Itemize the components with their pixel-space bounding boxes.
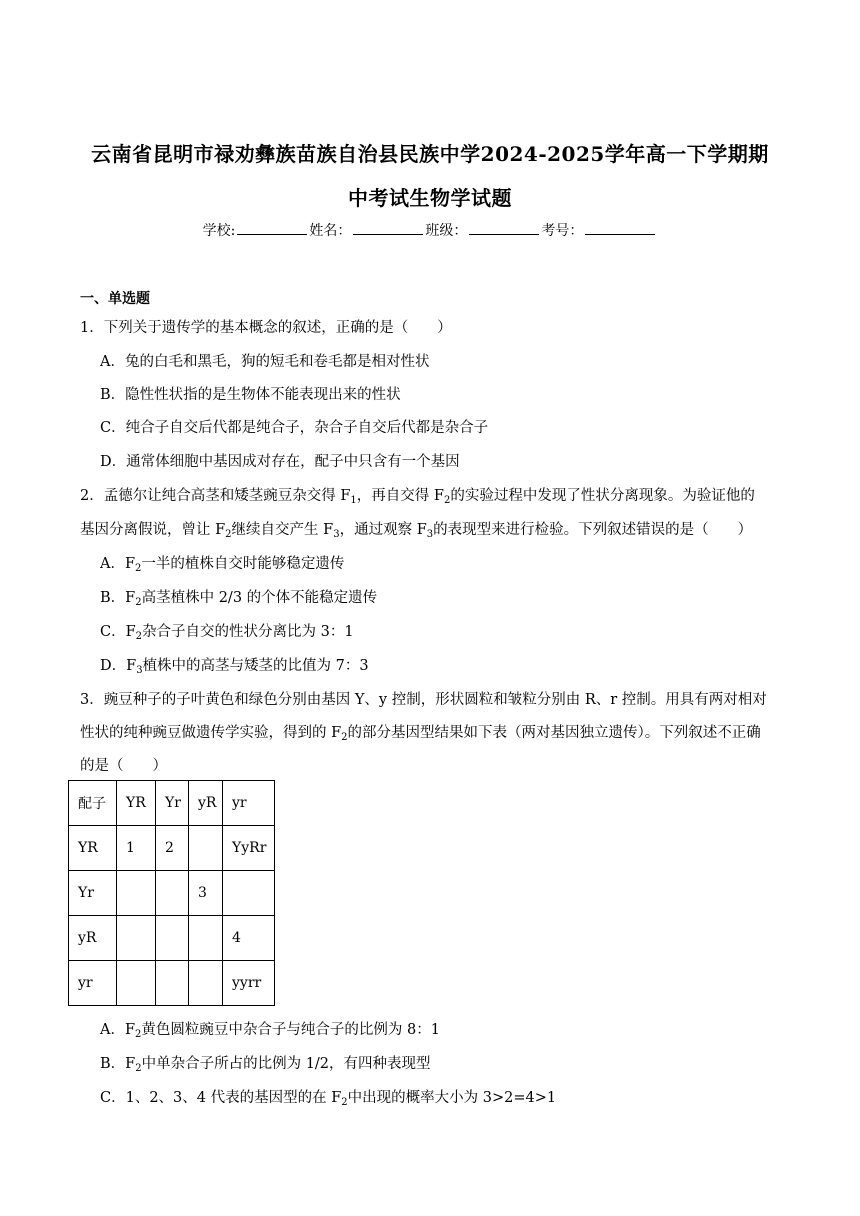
table-cell — [189, 961, 223, 1006]
table-cell — [117, 916, 156, 961]
table-cell — [156, 916, 189, 961]
table-cell — [156, 961, 189, 1006]
table-cell: 1 — [117, 826, 156, 871]
school-label: 学校: — [202, 223, 236, 239]
table-cell: Yr — [156, 781, 189, 826]
class-blank — [469, 220, 539, 235]
q1-option-c: C．纯合子自交后代都是纯合子，杂合子自交后代都是杂合子 — [100, 420, 489, 436]
name-blank — [353, 220, 423, 235]
q3-stem-line1: 3．豌豆种子的子叶黄色和绿色分别由基因 Y、y 控制，形状圆粒和皱粒分别由 R、r 控制。用具有两对相对 — [80, 692, 767, 708]
q3-stem-line3: 的是（ ） — [80, 758, 167, 774]
table-cell — [189, 826, 223, 871]
class-label: 班级： — [425, 223, 468, 239]
table-row — [69, 916, 275, 961]
q3-option-c: C．1、2、3、4 代表的基因型的在 $F_2$中出现的概率大小为 3>2=4>1 — [100, 1090, 557, 1108]
q1-option-d: D．通常体细胞中基因成对存在，配子中只含有一个基因 — [100, 454, 460, 470]
table-cell — [156, 871, 189, 916]
q2-stem-line2: 基因分离假说，曾让 $F_2$继续自交产生 $F_3$，通过观察 $F_3$的表现型来进行检验。下列叙述错误的是（ ） — [80, 522, 753, 540]
q2-stem-line1: 2．孟德尔让纯合高茎和矮茎豌豆杂交得 $F_1$，再自交得 $F_2$的实验过程中发现了性状分离现象。为验证他的 — [80, 488, 755, 506]
exam-title-line2: 中考试生物学试题 — [348, 186, 512, 210]
q3-option-b: B．$F_2$中单杂合子所占的比例为 1/2，有四种表现型 — [100, 1056, 431, 1074]
student-info-line — [0, 220, 860, 240]
table-cell: 2 — [156, 826, 189, 871]
table-row — [69, 781, 275, 826]
section-heading: 一、单选题 — [80, 291, 150, 307]
table-row — [69, 826, 275, 871]
exam-title-line1: 云南省昆明市禄劝彝族苗族自治县民族中学2024-2025学年高一下学期期 — [91, 142, 769, 166]
table-cell: yr — [69, 961, 117, 1006]
table-cell: Yr — [69, 871, 117, 916]
q1-stem: 1．下列关于遗传学的基本概念的叙述，正确的是（ ） — [80, 320, 452, 336]
q2-option-d: D．$F_3$植株中的高茎与矮茎的比值为 7：3 — [100, 658, 369, 676]
table-cell — [117, 961, 156, 1006]
table-cell: yR — [189, 781, 223, 826]
q1-option-a: A．兔的白毛和黑毛，狗的短毛和卷毛都是相对性状 — [100, 354, 430, 370]
q3-option-a: A．$F_2$黄色圆粒豌豆中杂合子与纯合子的比例为 8：1 — [100, 1022, 440, 1040]
table-cell: 4 — [223, 916, 275, 961]
table-cell — [189, 916, 223, 961]
name-label: 姓名： — [309, 223, 352, 239]
q2-option-b: B．$F_2$高茎植株中 2/3 的个体不能稳定遗传 — [100, 590, 378, 608]
table-row — [69, 961, 275, 1006]
table-row — [69, 871, 275, 916]
table-cell: YR — [69, 826, 117, 871]
table-cell: 配子 — [69, 781, 117, 826]
gamete-combination-table — [68, 780, 275, 1006]
exam-number-blank — [585, 220, 655, 235]
table-cell: yR — [69, 916, 117, 961]
table-cell: YyRr — [223, 826, 275, 871]
table-cell: yr — [223, 781, 275, 826]
table-cell: yyrr — [223, 961, 275, 1006]
q2-option-c: C．$F_2$杂合子自交的性状分离比为 3：1 — [100, 624, 354, 642]
table-cell: 3 — [189, 871, 223, 916]
school-blank — [237, 220, 307, 235]
q1-option-b: B．隐性性状指的是生物体不能表现出来的性状 — [100, 387, 401, 403]
table-cell: YR — [117, 781, 156, 826]
q2-option-a: A．$F_2$一半的植株自交时能够稳定遗传 — [100, 556, 345, 574]
table-cell — [117, 871, 156, 916]
exam-number-label: 考号： — [541, 223, 584, 239]
q3-stem-line2: 性状的纯种豌豆做遗传学实验，得到的 $F_2$的部分基因型结果如下表（两对基因独立遗传）。下列叙述不正确 — [80, 725, 761, 743]
table-cell — [223, 871, 275, 916]
